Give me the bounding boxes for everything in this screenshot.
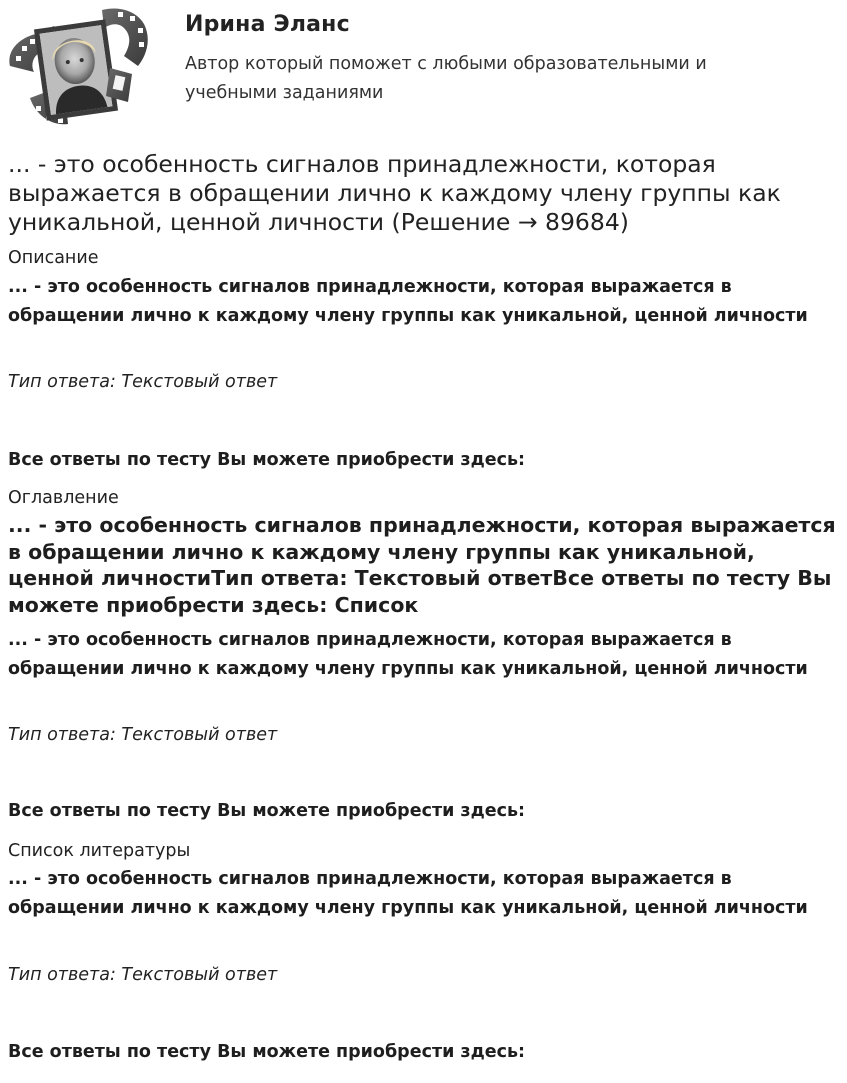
literature-question: ... - это особенность сигналов принадлежности, которая выражается в обращении лично к каждому члену группы как уникальной, ценной личности: [8, 869, 808, 918]
section-label-description: Описание: [8, 248, 99, 268]
literature-answer-type: Тип ответа: Текстовый ответ: [8, 965, 278, 985]
section-label-literature: Список литературы: [8, 841, 191, 861]
description-question: ... - это особенность сигналов принадлежности, которая выражается в обращении лично к каждому члену группы как уникальной, ценной личности: [8, 277, 808, 326]
description-buy-note: Все ответы по тесту Вы можете приобрести здесь:: [8, 450, 526, 470]
section-label-toc: Оглавление: [8, 488, 119, 508]
description-answer-type: Тип ответа: Текстовый ответ: [8, 372, 278, 392]
author-description: Автор который поможет с любыми образовательными и учебными заданиями: [185, 54, 707, 103]
literature-buy-note: Все ответы по тесту Вы можете приобрести здесь:: [8, 1042, 526, 1062]
author-card: [0, 0, 847, 135]
page-title: ... - это особенность сигналов принадлежности, которая выражается в обращении лично к каждому члену группы как уникальной, ценной личности (Решение → 89684): [8, 150, 781, 236]
toc-heading: ... - это особенность сигналов принадлежности, которая выражается в обращении лично к каждому члену группы как уникальной, ценной личностиТип ответа: Текстовый ответВсе ответы по тесту Вы можете приобрести здесь: Список: [8, 513, 836, 617]
toc-buy-note: Все ответы по тесту Вы можете приобрести здесь:: [8, 801, 526, 821]
toc-answer-type: Тип ответа: Текстовый ответ: [8, 725, 278, 745]
author-name: Ирина Эланс: [185, 12, 350, 37]
toc-question: ... - это особенность сигналов принадлежности, которая выражается в обращении лично к каждому члену группы как уникальной, ценной личности: [8, 630, 808, 679]
author-avatar: [6, 6, 152, 128]
